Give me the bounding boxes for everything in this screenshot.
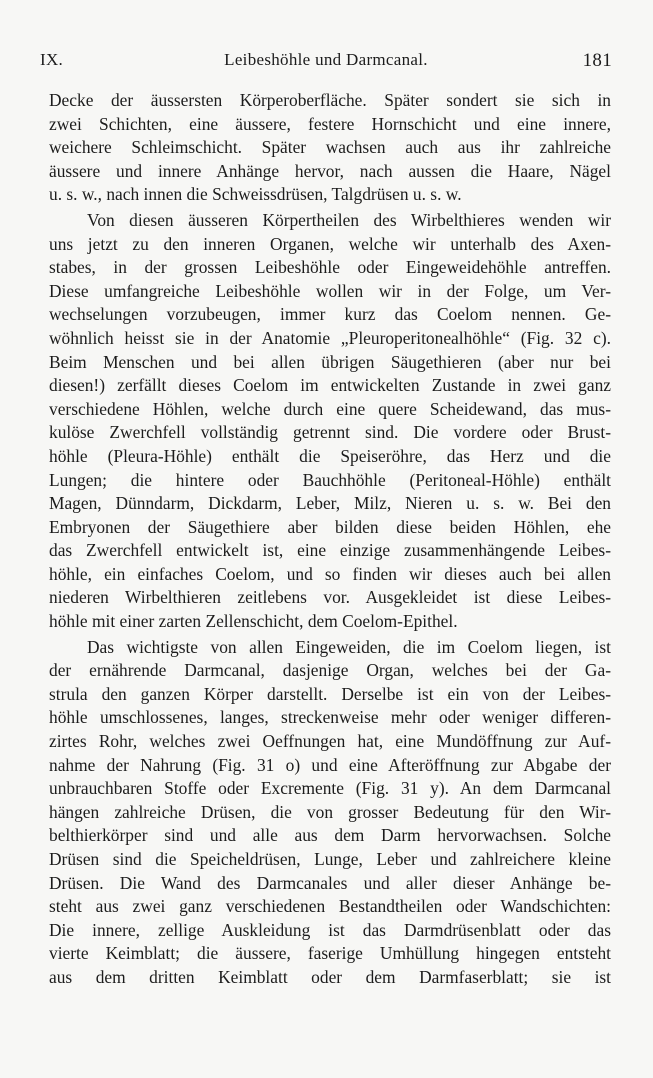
- text-line: zwei Schichten, eine äussere, festere Hornschicht und eine innere,: [49, 113, 611, 134]
- text-line: Magen, Dünndarm, Dickdarm, Leber, Milz, Nieren u. s. w. Bei den: [49, 493, 611, 514]
- page-body: [49, 89, 611, 990]
- text-line: verschiedene Höhlen, welche durch eine quere Scheidewand, das mus-: [49, 398, 611, 419]
- text-line: Beim Menschen und bei allen übrigen Säugethieren (aber nur bei: [49, 351, 611, 372]
- text-line: höhle, ein einfaches Coelom, und so finden wir dieses auch bei allen: [49, 563, 611, 584]
- text-line: Von diesen äusseren Körpertheilen des Wirbelthieres wenden wir: [87, 209, 611, 230]
- text-line: weichere Schleimschicht. Später wachsen auch aus ihr zahlreiche: [49, 137, 611, 158]
- text-line: steht aus zwei ganz verschiedenen Bestandtheilen oder Wandschichten:: [49, 896, 611, 917]
- text-line: höhle mit einer zarten Zellenschicht, dem Coelom-Epithel.: [49, 611, 458, 632]
- text-line: nahme der Nahrung (Fig. 31 o) und eine Afteröffnung zur Abgabe der: [49, 754, 611, 775]
- running-header: [40, 50, 612, 76]
- text-line: kulöse Zwerchfell vollständig getrennt sind. Die vordere oder Brust-: [49, 422, 611, 443]
- text-line: Diese umfangreiche Leibeshöhle wollen wir in der Folge, um Ver-: [49, 280, 611, 301]
- text-line: Decke der äussersten Körperoberfläche. Später sondert sie sich in: [49, 90, 611, 110]
- text-line: strula den ganzen Körper darstellt. Derselbe ist ein von der Leibes-: [49, 683, 611, 704]
- text-line: höhle umschlossenes, langes, streckenweise mehr oder weniger differen-: [49, 707, 611, 728]
- text-line: Drüsen. Die Wand des Darmcanales und aller dieser Anhänge be-: [49, 872, 611, 893]
- page-number: 181: [582, 50, 612, 71]
- text-line: unbrauchbaren Stoffe oder Excremente (Fig. 31 y). An dem Darmcanal: [49, 778, 611, 799]
- text-line: äussere und innere Anhänge hervor, nach aussen die Haare, Nägel: [49, 160, 611, 181]
- text-line: Embryonen der Säugethiere aber bilden diese beiden Höhlen, ehe: [49, 516, 611, 537]
- text-line: der ernährende Darmcanal, dasjenige Organ, welches bei der Ga-: [49, 660, 611, 681]
- text-line: wechselungen vorzubeugen, immer kurz das Coelom nennen. Ge-: [49, 304, 611, 325]
- paragraph: [49, 636, 611, 990]
- text-line: belthierkörper sind und alle aus dem Darm hervorwachsen. Solche: [49, 825, 611, 846]
- text-line: u. s. w., nach innen die Schweissdrüsen, Talgdrüsen u. s. w.: [49, 184, 462, 205]
- text-line: niederen Wirbelthieren zeitlebens vor. Ausgekleidet ist diese Leibes-: [49, 587, 611, 608]
- text-line: zirtes Rohr, welches zwei Oeffnungen hat, eine Mundöffnung zur Auf-: [49, 731, 611, 752]
- text-line: Lungen; die hintere oder Bauchhöhle (Peritoneal-Höhle) enthält: [49, 469, 611, 490]
- text-line: uns jetzt zu den inneren Organen, welche wir unterhalb des Axen-: [49, 233, 611, 254]
- text-line: das Zwerchfell entwickelt ist, eine einzige zusammenhängende Leibes-: [49, 540, 611, 561]
- text-line: vierte Keimblatt; die äussere, faserige Umhüllung hingegen entsteht: [49, 943, 611, 964]
- text-line: Das wichtigste von allen Eingeweiden, die im Coelom liegen, ist: [87, 636, 611, 657]
- paragraph: [49, 209, 611, 634]
- text-line: aus dem dritten Keimblatt oder dem Darmfaserblatt; sie ist: [49, 966, 611, 987]
- text-line: höhle (Pleura-Höhle) enthält die Speiseröhre, das Herz und die: [49, 445, 611, 466]
- text-line: Drüsen sind die Speicheldrüsen, Lunge, Leber und zahlreichere kleine: [49, 849, 611, 869]
- paragraph: [49, 89, 611, 207]
- text-line: wöhnlich heisst sie in der Anatomie „Pleuroperitonealhöhle“ (Fig. 32 c).: [49, 327, 611, 348]
- running-title: Leibeshöhle und Darmcanal.: [224, 50, 428, 69]
- text-line: Die innere, zellige Auskleidung ist das Darmdrüsenblatt oder das: [49, 919, 611, 940]
- text-line: stabes, in der grossen Leibeshöhle oder Eingeweidehöhle antreffen.: [49, 257, 611, 278]
- text-line: diesen!) zerfällt dieses Coelom im entwickelten Zustande in zwei ganz: [49, 375, 611, 396]
- chapter-number: IX.: [40, 50, 64, 69]
- text-line: hängen zahlreiche Drüsen, die von grosser Bedeutung für den Wir-: [49, 801, 611, 822]
